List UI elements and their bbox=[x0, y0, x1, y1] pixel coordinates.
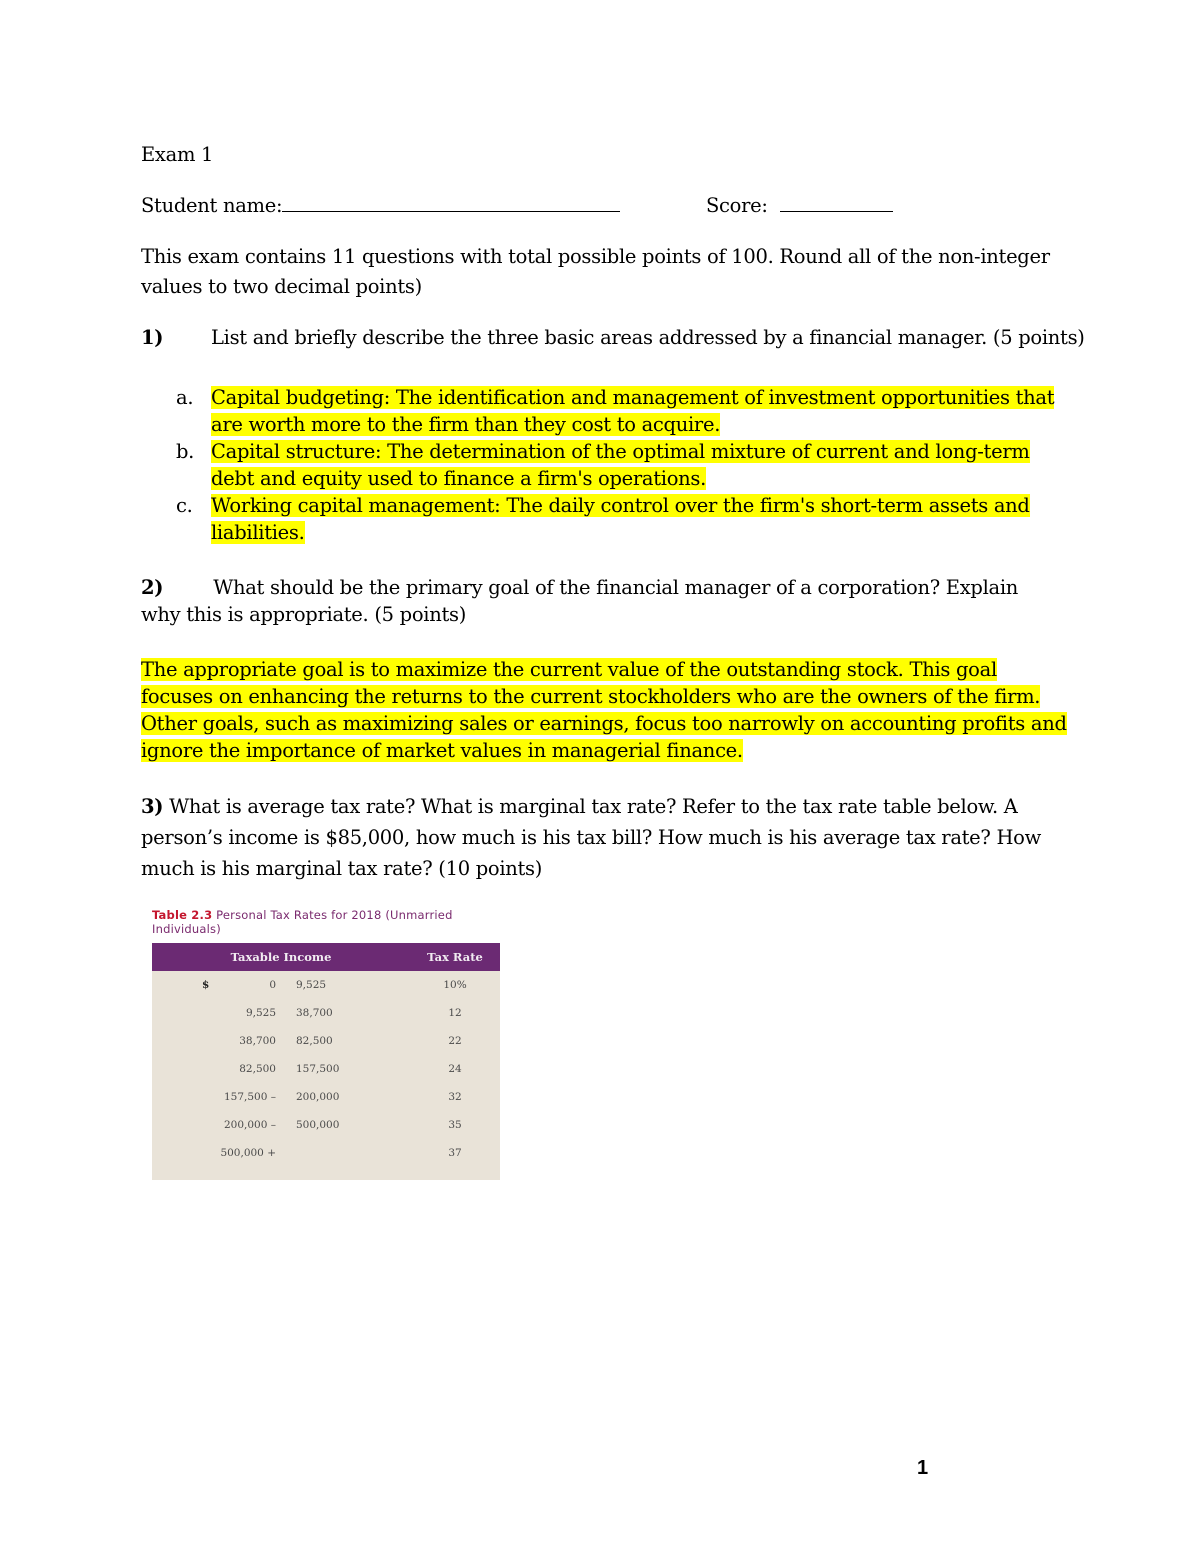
table-caption-title: Personal Tax Rates for 2018 (Unmarried Individuals) bbox=[152, 908, 453, 936]
answer-item-a bbox=[176, 384, 1066, 438]
question-3-number: 3) bbox=[141, 795, 164, 818]
table-row bbox=[152, 971, 500, 999]
tax-rate-cell: 37 bbox=[448, 1147, 462, 1159]
score-label: Score: bbox=[706, 194, 768, 217]
question-2-answer-text: The appropriate goal is to maximize the current value of the outstanding stock. This goal focuses on enhancing the returns to the current stockholders who are the owners of the firm. Other goals, such as maximizing sales or earnings, focus too narrowly on accounting profits and ignore the importance of market values in managerial finance. bbox=[141, 658, 1067, 762]
column-header-tax-rate: Tax Rate bbox=[410, 943, 500, 971]
answer-item-c bbox=[176, 492, 1066, 546]
answer-text: Capital structure: The determination of the optimal mixture of current and long-term debt and equity used to finance a firm's operations. bbox=[211, 440, 1030, 490]
table-row bbox=[152, 999, 500, 1027]
answer-text: Capital budgeting: The identification and management of investment opportunities that are worth more to the firm than they cost to acquire. bbox=[211, 386, 1055, 436]
income-bracket: 200,000 – 500,000 bbox=[223, 1119, 340, 1131]
answer-marker: a. bbox=[176, 386, 194, 409]
table-caption-number: Table 2.3 bbox=[152, 908, 213, 922]
question-2-number: 2) bbox=[141, 576, 164, 599]
table-row bbox=[152, 1055, 500, 1083]
question-1-text: List and briefly describe the three basic areas addressed by a financial manager. (5 points) bbox=[211, 326, 1085, 349]
table-row bbox=[152, 1083, 500, 1111]
table-row bbox=[152, 1111, 500, 1139]
question-2-text: What should be the primary goal of the financial manager of a corporation? Explain why this is appropriate. (5 points) bbox=[141, 576, 1019, 626]
table-caption bbox=[152, 908, 500, 936]
answer-marker: c. bbox=[176, 494, 193, 517]
tax-rate-table bbox=[152, 943, 500, 1180]
exam-instructions: This exam contains 11 questions with total possible points of 100. Round all of the non-integer values to two decimal points) bbox=[141, 245, 1050, 298]
exam-title: Exam 1 bbox=[141, 143, 214, 166]
income-bracket: 9,525 38,700 bbox=[245, 1007, 333, 1019]
score-row bbox=[706, 194, 893, 217]
table-row bbox=[152, 1139, 500, 1167]
tax-rate-cell: 32 bbox=[448, 1091, 462, 1103]
tax-rate-cell: 10% bbox=[443, 979, 467, 991]
question-3 bbox=[141, 791, 1041, 884]
income-bracket: 157,500 – 200,000 bbox=[223, 1091, 340, 1103]
tax-rate-cell: 12 bbox=[448, 1007, 462, 1019]
student-name-blank[interactable] bbox=[282, 195, 620, 212]
answer-text: Working capital management: The daily control over the firm's short-term assets and liabilities. bbox=[211, 494, 1030, 544]
question-2-answer bbox=[141, 656, 1071, 764]
question-1-number: 1) bbox=[141, 326, 164, 349]
income-bracket: 500,000 + bbox=[220, 1147, 276, 1159]
answer-marker: b. bbox=[176, 440, 195, 463]
income-bracket: $ 0 9,525 bbox=[202, 979, 327, 991]
income-bracket: 38,700 82,500 bbox=[239, 1035, 333, 1047]
tax-rate-table-figure bbox=[152, 908, 500, 1166]
table-header-row bbox=[152, 943, 500, 971]
question-1 bbox=[141, 326, 1085, 349]
tax-rate-cell: 35 bbox=[448, 1119, 462, 1131]
table-row bbox=[152, 1027, 500, 1055]
column-header-taxable-income: Taxable Income bbox=[152, 943, 410, 971]
question-1-answer-list bbox=[176, 384, 1066, 546]
page-number: 1 bbox=[917, 1457, 929, 1479]
table-padding-row bbox=[152, 1167, 500, 1180]
question-2 bbox=[141, 574, 1061, 628]
answer-item-b bbox=[176, 438, 1066, 492]
question-3-text: What is average tax rate? What is marginal tax rate? Refer to the tax rate table below. A person’s income is $85,000, how much is his tax bill? How much is his average tax rate? How much is his marginal tax rate? (10 points) bbox=[141, 795, 1042, 880]
score-blank[interactable] bbox=[780, 195, 893, 212]
student-name-label: Student name: bbox=[141, 194, 283, 217]
tax-rate-cell: 24 bbox=[448, 1063, 462, 1075]
income-bracket: 82,500 157,500 bbox=[239, 1063, 340, 1075]
tax-rate-cell: 22 bbox=[448, 1035, 462, 1047]
student-name-row bbox=[141, 194, 620, 217]
